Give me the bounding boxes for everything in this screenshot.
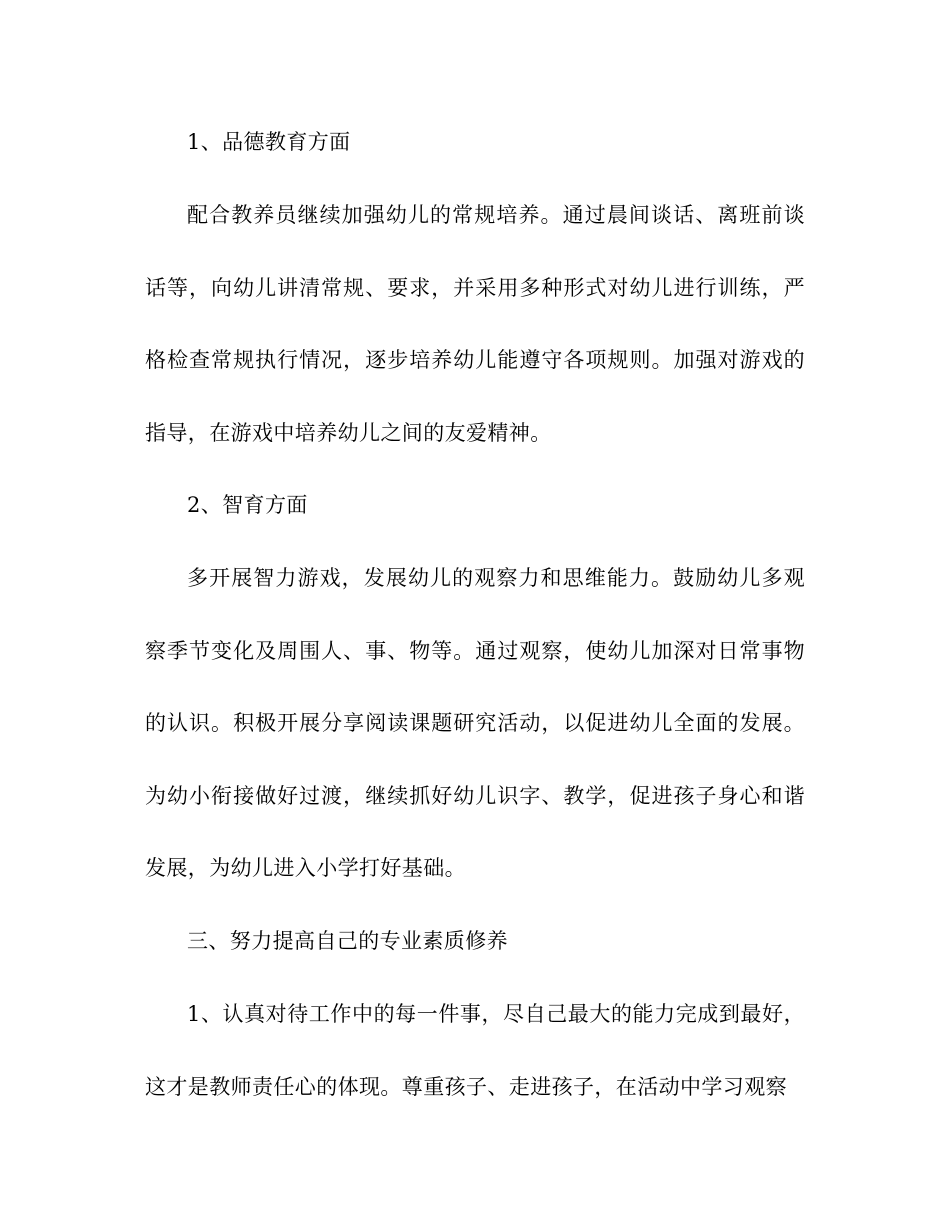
section-heading-professional-quality: 三、努力提高自己的专业素质修养	[187, 929, 508, 953]
paragraph-moral-education: 配合教养员继续加强幼儿的常规培养。通过晨间谈话、离班前谈话等，向幼儿讲清常规、要求，并采用多种形式对幼儿进行训练，严格检查常规执行情况，逐步培养幼儿能遵守各项规则。加强对游戏的指导，在游戏中培养幼儿之间的友爱精神。	[145, 203, 805, 445]
section-heading-intellectual-education: 2、智育方面	[187, 493, 308, 517]
paragraph-intellectual-education: 多开展智力游戏，发展幼儿的观察力和思维能力。鼓励幼儿多观察季节变化及周围人、事、物等。通过观察，使幼儿加深对日常事物的认识。积极开展分享阅读课题研究活动，以促进幼儿全面的发展。为幼小衔接做好过渡，继续抓好幼儿识字、教学，促进孩子身心和谐发展，为幼儿进入小学打好基础。	[145, 566, 805, 880]
paragraph-responsibility: 1、认真对待工作中的每一件事，尽自己最大的能力完成到最好，这才是教师责任心的体现。尊重孩子、走进孩子，在活动中学习观察	[145, 1002, 805, 1099]
section-heading-moral-education: 1、品德教育方面	[187, 130, 351, 154]
